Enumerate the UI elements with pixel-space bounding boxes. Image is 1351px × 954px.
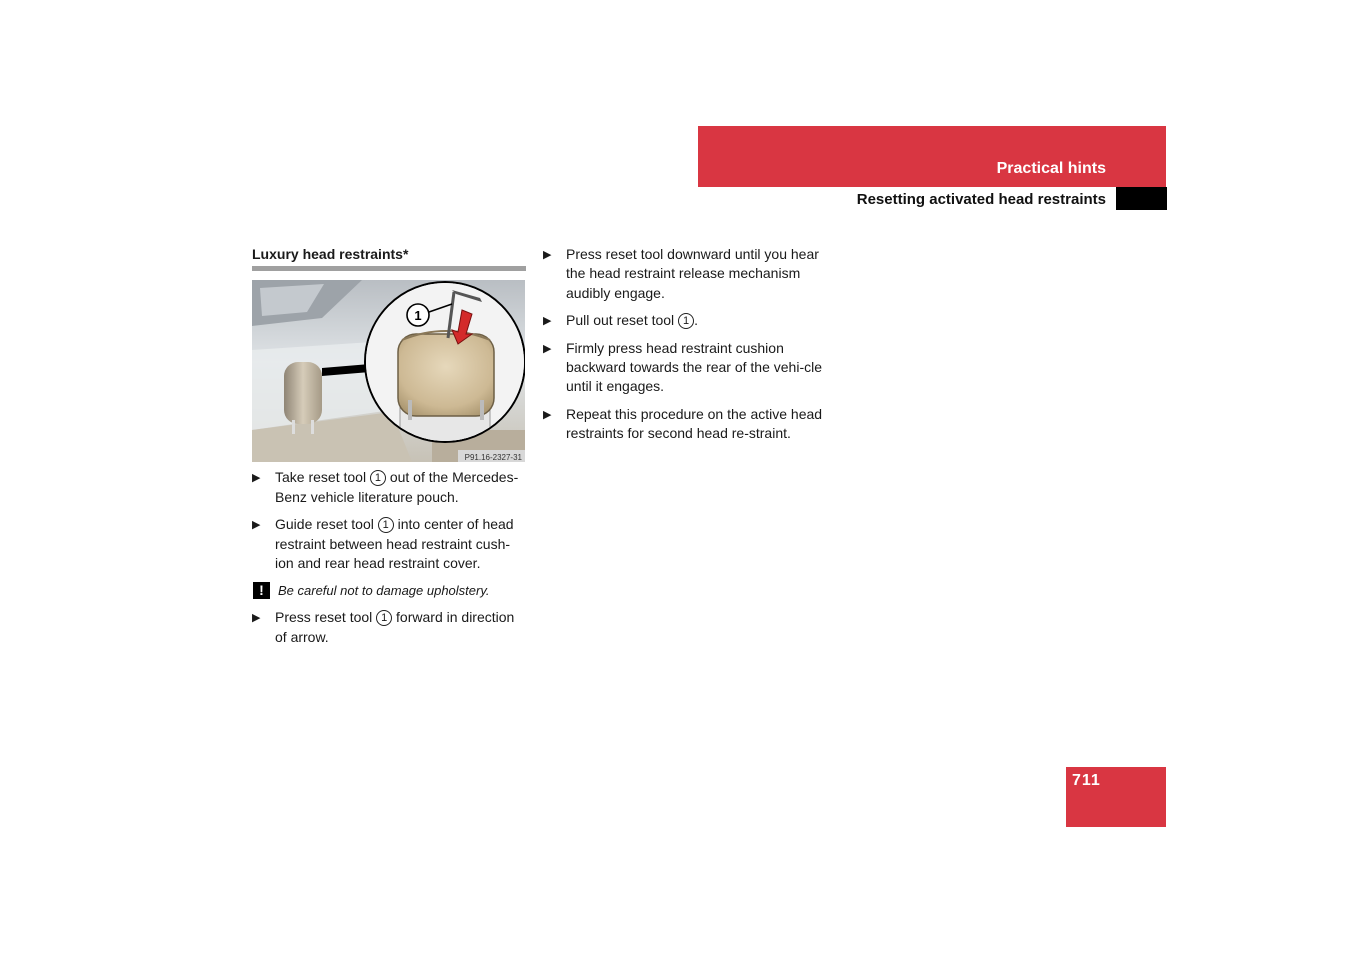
middle-column — [543, 245, 823, 452]
step-pull-out: ▶ Pull out reset tool 1 . — [543, 311, 823, 330]
step-guide-reset-tool: ▶ Guide reset tool 1 into center of head restraint between head restraint cush-ion and rear head restraint cover. — [252, 516, 514, 572]
warning-text: Be careful not to damage upholstery. — [278, 583, 490, 599]
head-restraint-illustration — [252, 280, 525, 462]
bullet-arrow-icon: ▶ — [252, 472, 261, 485]
page-number-tab — [1066, 767, 1166, 827]
step-repeat: ▶ Repeat this procedure on the active head restraints for second head re-straint. — [543, 405, 823, 442]
bullet-arrow-icon: ▶ — [543, 249, 552, 261]
bullet-arrow-icon: ▶ — [543, 342, 552, 355]
warning-icon: ! — [253, 582, 270, 599]
page-number: 711 — [1072, 772, 1101, 789]
step-press-cushion: ▶ Firmly press head restraint cushion backward towards the rear of the vehi-cle until it engages. — [543, 339, 823, 395]
callout-marker: 1 — [378, 517, 394, 533]
section-title: Practical hints — [996, 160, 1106, 177]
luxury-head-restraints-heading: Luxury head restraints* — [252, 245, 526, 271]
bullet-arrow-icon: ▶ — [252, 519, 261, 532]
thumb-tab-marker — [1116, 187, 1167, 210]
step-press-forward: ▶ Press reset tool 1 forward in direction of arrow. — [252, 609, 515, 645]
step-take-reset-tool: ▶ Take reset tool 1 out of the Mercedes-Benz vehicle literature pouch. — [252, 469, 519, 505]
subsection-title: Resetting activated head restraints — [856, 191, 1106, 208]
figure-callout-number: 1 — [414, 308, 422, 324]
callout-marker: 1 — [370, 470, 386, 486]
bullet-arrow-icon: ▶ — [252, 612, 261, 625]
bullet-arrow-icon: ▶ — [543, 408, 552, 421]
step-press-downward: ▶ Press reset tool downward until you hear the head restraint release mechanism audibly engage. — [543, 246, 819, 301]
callout-marker: 1 — [376, 610, 392, 626]
callout-marker: 1 — [678, 313, 694, 329]
figure-code: P91.16-2327-31 — [464, 453, 522, 463]
bullet-arrow-icon: ▶ — [543, 315, 552, 328]
left-column — [252, 245, 526, 655]
upholstery-warning — [252, 581, 526, 600]
